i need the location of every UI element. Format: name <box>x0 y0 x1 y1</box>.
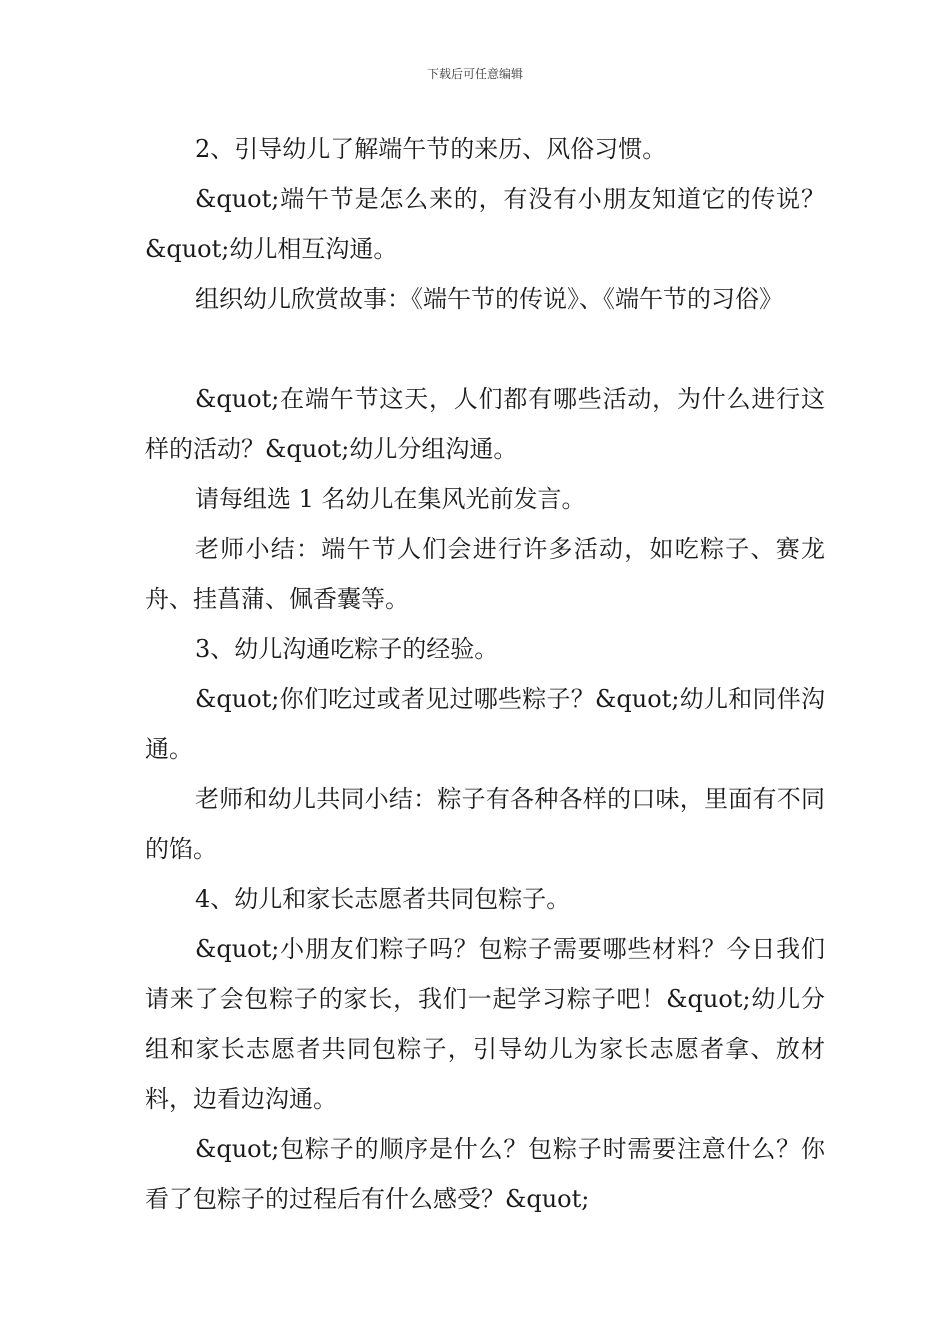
paragraph: 3、幼儿沟通吃粽子的经验。 <box>195 635 499 663</box>
paragraph: &quot;端午节是怎么来的，有没有小朋友知道它的传说？&quot;幼儿相互沟通。 <box>145 185 825 263</box>
paragraph: 老师小结：端午节人们会进行许多活动，如吃粽子、赛龙舟、挂菖蒲、佩香囊等。 <box>145 535 825 613</box>
paragraph: 组织幼儿欣赏故事：《端午节的传说》、《端午节的习俗》 <box>195 285 783 313</box>
paragraph: &quot;包粽子的顺序是什么？包粽子时需要注意什么？你看了包粽子的过程后有什么感受？&quot; <box>145 1135 825 1213</box>
paragraph: 请每组选 1 名幼儿在集风光前发言。 <box>195 485 586 513</box>
paragraph: &quot;在端午节这天，人们都有哪些活动，为什么进行这样的活动？&quot;幼儿分组沟通。 <box>145 385 825 463</box>
paragraph: 2、引导幼儿了解端午节的来历、风俗习惯。 <box>195 135 667 163</box>
paragraph: 老师和幼儿共同小结：粽子有各种各样的口味，里面有不同的馅。 <box>145 785 825 863</box>
paragraph: 4、幼儿和家长志愿者共同包粽子。 <box>195 885 571 913</box>
paragraph: &quot;你们吃过或者见过哪些粽子？&quot;幼儿和同伴沟通。 <box>145 685 825 763</box>
page-header-note: 下载后可任意编辑 <box>426 67 523 81</box>
paragraph: &quot;小朋友们粽子吗？包粽子需要哪些材料？今日我们请来了会包粽子的家长，我们一起学习粽子吧！&quot;幼儿分组和家长志愿者共同包粽子，引导幼儿为家长志愿者拿、放材料，边看边沟通。 <box>145 935 825 1113</box>
